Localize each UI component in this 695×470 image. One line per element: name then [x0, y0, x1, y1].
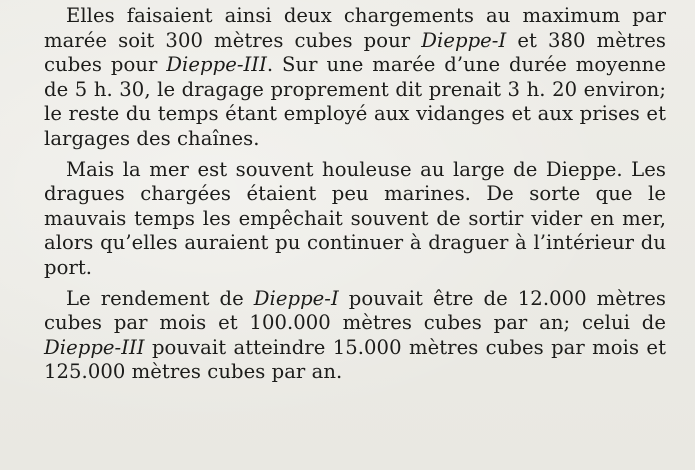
- text-segment: Mais la mer est souvent houleuse au large de Dieppe. Les dragues chargées étaient peu marines. De sorte que le mauvais temps les empêchait souvent de sortir vider en mer, alors qu’elles auraient pu continuer à draguer à l’intérieur du port.: [44, 157, 666, 279]
- ship-name-dieppe-i: Dieppe-I: [253, 286, 339, 310]
- ship-name-dieppe-i: Dieppe-I: [421, 28, 507, 52]
- ship-name-dieppe-iii: Dieppe-III: [44, 335, 145, 359]
- body-text: [44, 4, 666, 391]
- text-segment: pouvait atteindre 15.000 mètres cubes par mois et 125.000 mètres cubes par an.: [44, 335, 666, 384]
- text-segment: pouvait être de 12.000 mètres cubes par mois et 100.000 mètres cubes par an; celui de: [44, 286, 666, 335]
- paragraph-sea-conditions: [44, 158, 666, 281]
- paragraph-output: [44, 287, 666, 385]
- paragraph-dredge-loads: [44, 4, 666, 152]
- ship-name-dieppe-iii: Dieppe-III: [166, 53, 267, 77]
- text-segment: et 380 mètres cubes pour: [44, 28, 667, 77]
- text-segment: Elles faisaient ainsi deux chargements au maximum par marée soit 300 mètres cubes pour: [44, 4, 666, 52]
- text-segment: Le rendement de: [66, 286, 254, 310]
- text-segment: . Sur une marée d’une durée moyenne de 5 h. 30, le dragage proprement dit prenait 3 h. 20 environ; le reste du temps étant employé aux vidanges et aux prises et largages des chaînes.: [44, 53, 667, 150]
